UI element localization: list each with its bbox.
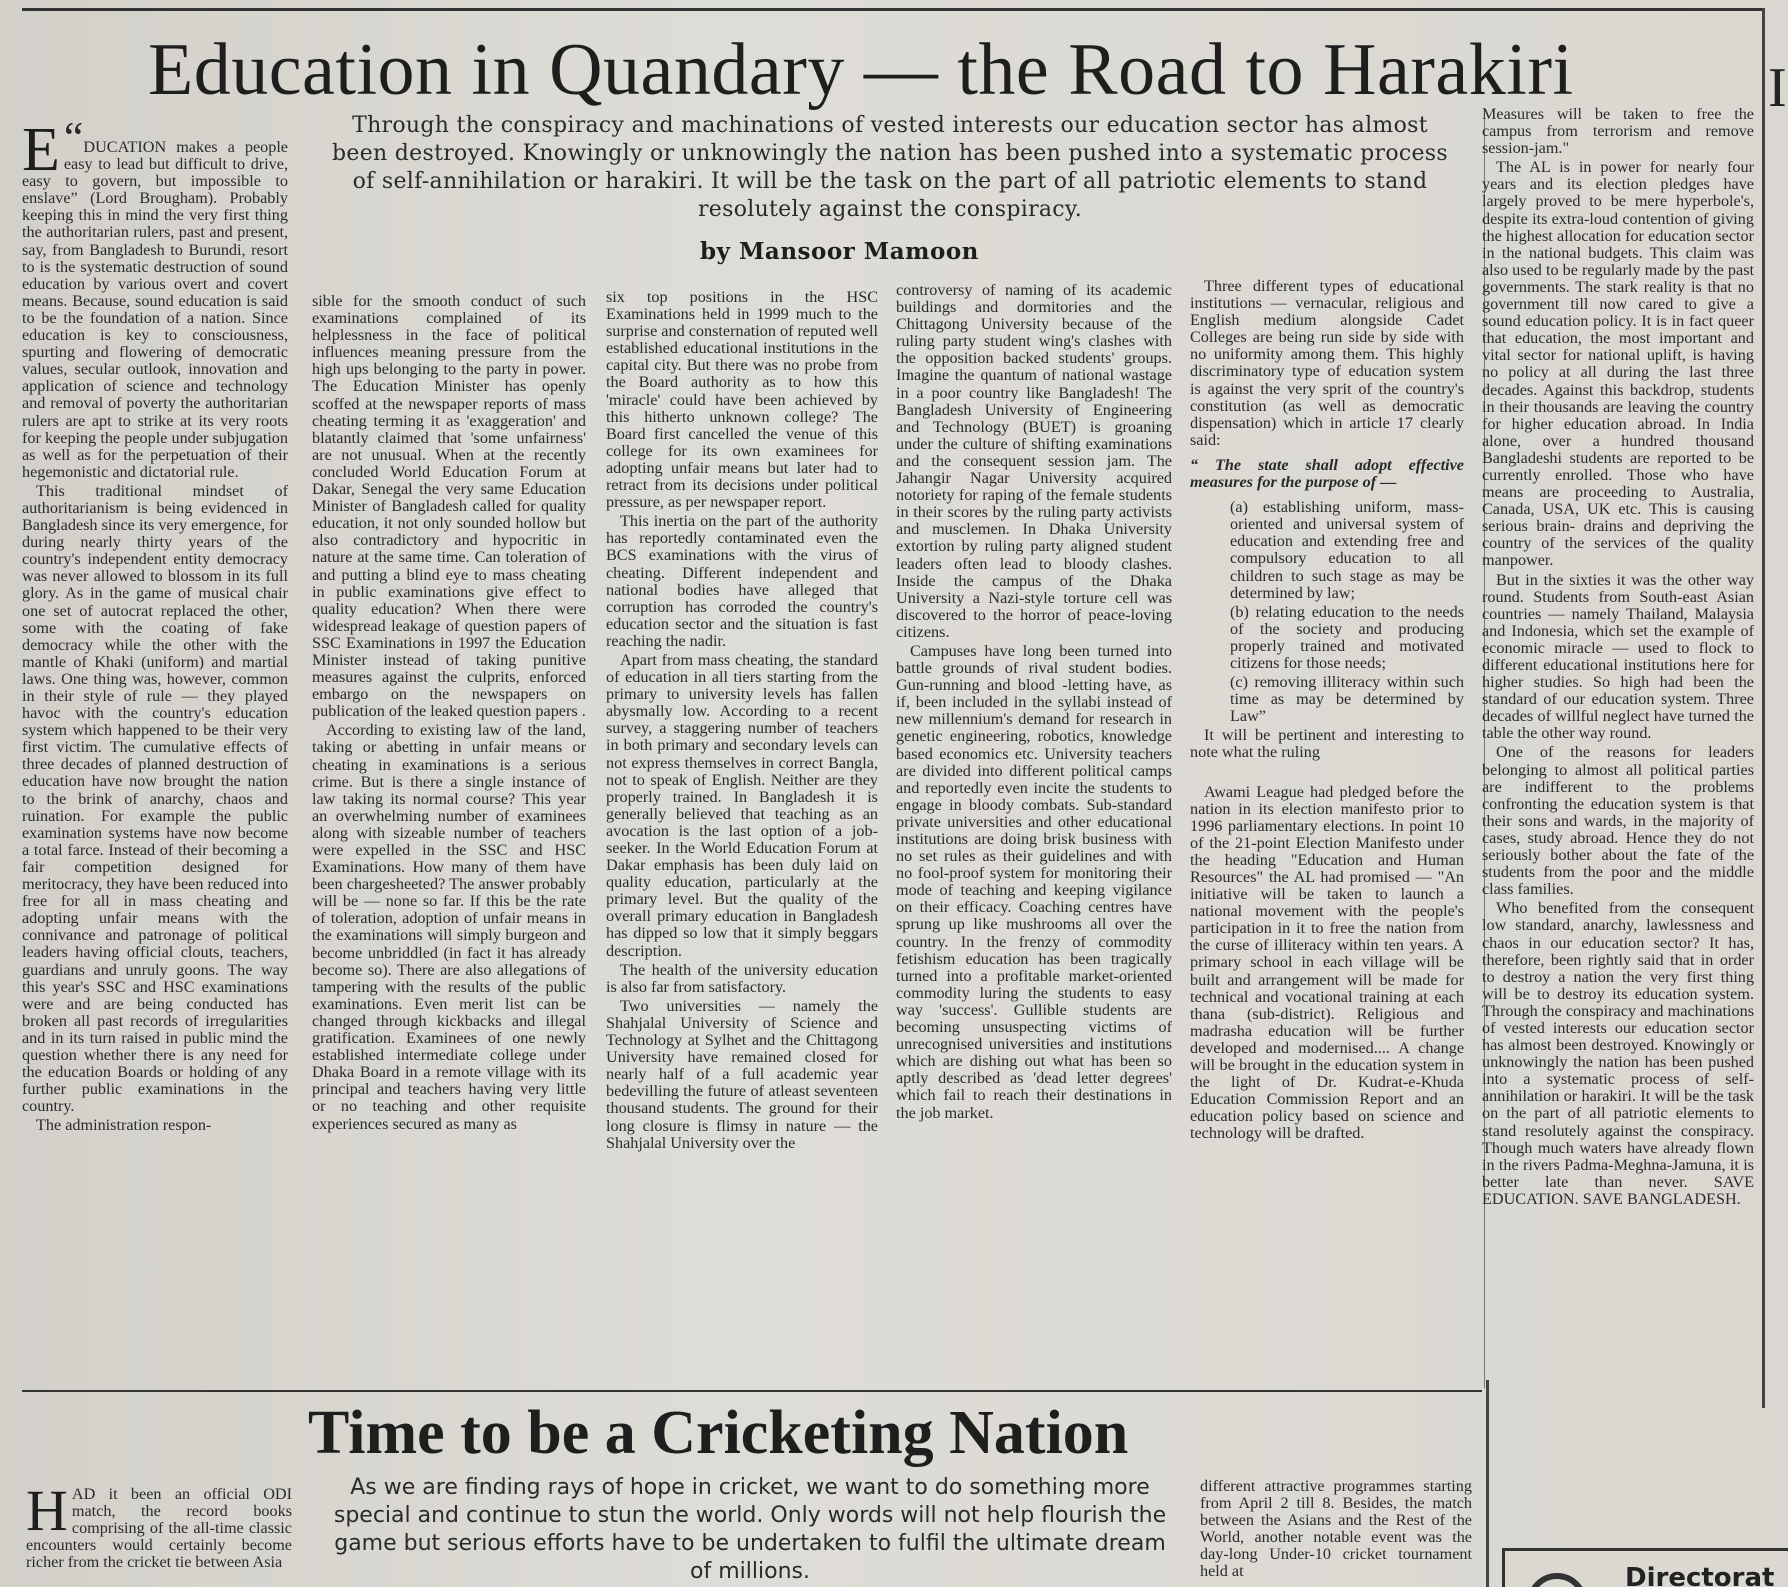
drop-quote-mark: “ [63, 123, 84, 162]
article-column-4 [896, 282, 1172, 1374]
column-paragraph: It will be pertinent and interesting to note what the ruling [1190, 726, 1464, 762]
column-paragraph: Three different types of educational institutions — vernacular, religious and English medium alongside Cadet Colleges are being run side by side with no uniformity among them. This highly discriminatory type of education system is against the very sprit of the country's constitution (as well as democratic dispensation) which in article 17 clearly said: [1190, 278, 1464, 449]
column-paragraph: One of the reasons for leaders belonging to almost all political parties are indifferent to the problems confronting the education system is that their sons and wards, in the majority of cases, study abroad. Hence they do not seriously bother about the fate of the students from the poor and the middle class families. [1482, 743, 1754, 899]
column-rule-lower [1486, 1380, 1489, 1587]
column-paragraph: controversy of naming of its academic buildings and dormitories and the Chittagong University because of the ruling party student wing's clashes with the opposition backed students' groups. Imagine the quantum of national wastage in a poor country like Bangladesh! The Bangladesh University of Engineering and Technology (BUET) is groaning under the culture of shifting examinations and the consequent session jam. The Jahangir Nagar University acquired notoriety for raping of the female students in their scores by the ruling party activists and musclemen. In Dhaka University extortion by ruling party aligned student leaders often lead to bloody clashes. Inside the campus of the Dhaka University a Nazi-style torture cell was discovered to the horror of peace-loving citizens. [896, 282, 1172, 641]
article-column-3 [606, 289, 878, 1381]
column-paragraph: Two universities — namely the Shahjalal University of Science and Technology at Sylhet and the Chittagong University have remained closed for nearly half of a full academic year bedevilling the future of atleast seventeen thousand students. The ground for their long closure is flimsy in nature — the Shahjalal University over the [606, 996, 878, 1152]
column-paragraph: This inertia on the part of the authority has reportedly contaminated even the BCS examinations with the virus of cheating. Different independent and national bodies have alleged that corruption has corroded the country's education sector and the situation is fast reaching the nadir. [606, 512, 878, 650]
column-paragraph: Awami League had pledged before the nation in its election manifesto prior to 1996 parliamentary elections. In point 10 of the 21-point Election Manifesto under the heading "Education and Human Resources" the AL had promised — "An initiative will be taken to launch a national movement with the people's participation in it to free the nation from the curse of illiteracy within ten years. A primary school in each village will be built and arrangement will be made for technical and vocational training at each thana (sub-district). Religious and madrasha education will be further developed and modernised.... A change will be brought in the education system in the light of Dr. Kudrat-e-Khuda Education Commission Report and an education policy based on science and technology will be drafted. [1190, 782, 1464, 1143]
column-paragraph: Measures will be taken to free the campus from terrorism and remove session-jam." [1482, 106, 1754, 158]
drop-cap: E [22, 123, 60, 184]
drop-cap: H [26, 1486, 68, 1543]
column-paragraph: The AL is in power for nearly four years and its election pledges have largely proved to be mere hyperbole's, despite its extra-loud contention of giving the highest allocation for education sector in the national budgets. This claim was also used to be regularly made by the past governments. The stark reality is that no government till now cared to give a sound education policy. It is in fact queer that education, the most important and vital sector for national uplift, is having no policy at all during the last three decades. Against this backdrop, students in their thousands are leaving the country for higher education abroad. In India alone, over a hundred thousand Bangladeshi students are reported to be currently enrolled. Those who have means are proceeding to Australia, Canada, USA, UK etc. This is causing serious brain- drains and depriving the country of the services of the quality manpower. [1482, 158, 1754, 570]
article-column-6 [1482, 106, 1754, 1536]
column-paragraph: The administration respon- [36, 1116, 212, 1135]
column-paragraph: sible for the smooth conduct of such examinations complained of its helplessness in the face of political influences meaning pressure from the high ups belonging to the party in power. The Education Minister has openly scoffed at the newspaper reports of mass cheating terming it as 'exaggeration' and blatantly claimed that 'some unfairness' are not unusual. When at the recently concluded World Education Forum at Dakar, Senegal the very same Education Minister of Bangladesh called for quality education, it not only sounded hollow but also contradictory and hypocritic in nature at the same time. Can toleration of and putting a blind eye to mass cheating in public examinations give effect to quality education? When there were widespread leakage of question papers of SSC Examinations in 1997 the Education Minister instead of taking punitive measures against the culprits, enforced embargo on the newspapers on publication of the leaked question papers . [312, 293, 586, 721]
article-standfirst: Through the conspiracy and machinations of vested interests our education sector has almost been destroyed. Knowingly or unknowingly the nation has been pushed into a systematic process of self-annihilation or harakiri. It will be the task on the part of all patriotic elements to stand resolutely against the conspiracy. [332, 113, 1448, 222]
constitution-clause: (b) relating education to the needs of the society and producing properly trained and motivated citizens for those needs; [1230, 602, 1464, 672]
column-paragraph: This traditional mindset of authoritarianism is being evidenced in Bangladesh since its very emergence, for during nearly thirty years of the country's independent entity democracy was never allowed to blossom in its full glory. As in the game of musical chair one set of autocrat replaced the other, some with the coating of fake democracy while the other with the mantle of Khaki (uniform) and martial laws. One thing was, however, common in their style of rule — they played havoc with the country's education system which happened to be their very first victim. The cumulative effects of three decades of planned destruction of education have now brought the nation to the brink of anarchy, chaos and ruination. For example the public examination systems have now become a total farce. Instead of their becoming a fair competition designed for meritocracy, they have been reduced into free for all in mass cheating and adopting unfair means with the connivance and patronage of political leaders having official clouts, teachers, guardians and unruly goons. The way this year's SSC and HSC examinations were and are being conducted has broken all past records of irregularities and in its turn raised in public mind the question whether there is any need for the education Boards or holding of any further public examinations in the country. [22, 481, 288, 1116]
section-rule [22, 1390, 1482, 1392]
column-paragraph: Who benefited from the consequent low standard, anarchy, lawlessness and chaos in our education sector? It has, therefore, been rightly said that in order to destroy a nation the very first thing will be to destroy its education system. Through the conspiracy and machinations of vested interests our education sector has almost been destroyed. Knowingly or unknowingly the nation has been pushed into a systematic process of self-annihilation or harakiri. It will be the task on the part of all patriotic elements to stand resolutely against the conspiracy. Though much waters have already flown in the rivers Padma-Meghna-Jamuna, it is better late than never. SAVE EDUCATION. SAVE BANGLADESH. [1482, 899, 1754, 1208]
column-paragraph: The health of the university education is also far from satisfactory. [606, 960, 878, 996]
second-article-headline: Time to be a Cricketing Nation [308, 1399, 1129, 1467]
paragraph-text: DUCATION makes a people easy to lead but difficult to drive, easy to govern, but impossible to enslave” (Lord Brougham). Probably keeping this in mind the very first thing the authoritarian rulers, past and present, say, from Bangladesh to Burundi, resort to is the systematic destruction of sound education by various overt and covert means. Because, sound education is said to be the foundation of a nation. Since education is key to consciousness, spurting and flowering of democratic values, secular outlook, innovation and application of science and technology and removal of poverty the authoritarian rulers are apt to strike at its very roots for keeping the people under subjugation as well as for the perpetuation of their hegemonistic and dictatorial rule. [22, 138, 288, 481]
ad-title: Directorat [1625, 1563, 1775, 1587]
constitution-quote: “ The state shall adopt effective measures for the purpose of — [1190, 455, 1464, 492]
logo-icon [1527, 1573, 1587, 1587]
article-byline: by Mansoor Mamoon [700, 238, 979, 265]
article-headline: Education in Quandary — the Road to Harakiri [148, 29, 1574, 111]
second-article-column-1 [26, 1486, 292, 1587]
column-rule-right [1762, 8, 1765, 1408]
column-paragraph: Apart from mass cheating, the standard of education in all tiers starting from the primary to university levels has fallen abysmally low. According to a recent survey, a staggering number of teachers in both primary and secondary levels can not express themselves in correct Bangla, not to speak of English. Neither are they properly trained. In Bangladesh it is generally believed that teaching as an avocation is the last option of a job-seeker. In the World Education Forum at Dakar emphasis has been duly laid on quality education, particularly at the primary level. But the quality of the overall primary education in Bangladesh has dipped so low that it simply beggars description. [606, 650, 878, 960]
column-paragraph [22, 123, 288, 481]
article-column-2 [312, 293, 586, 1381]
adjacent-article-headline-fragment: I [1768, 57, 1787, 119]
paragraph-text: AD it been an official ODI match, the record books comprising of the all-time classic encounters would certainly become richer from the cricket tie between Asia [26, 1486, 292, 1572]
column-paragraph: But in the sixties it was the other way round. Students from South-east Asian countries — namely Thailand, Malaysia and Indonesia, which set the example of economic miracle — used to flock to different educational institutions here for higher studies. So high had been the standard of our education system. Three decades of willful neglect have turned the table the other way round. [1482, 570, 1754, 743]
article-column-5 [1190, 278, 1464, 1372]
paragraph-text: different attractive programmes starting from April 2 till 8. Besides, the match between the Asians and the Rest of the World, another notable event was the day-long Under-10 cricket tournament held at [1200, 1478, 1472, 1581]
top-rule [22, 8, 1762, 11]
column-paragraph: six top positions in the HSC Examinations held in 1999 much to the surprise and consternation of reputed well established educational institutions in the capital city. But there was no probe from the Board authority as to how this 'miracle' could have been achieved by this hitherto unknown college? The Board first cancelled the venue of this college for its own examinees for adopting unfair means but later had to retract from its decisions under political pressure, as per newspaper report. [606, 289, 878, 512]
adjacent-ad-box [1502, 1548, 1788, 1587]
second-article-standfirst: As we are finding rays of hope in cricket, we want to do something more special and continue to stun the world. Only words will not help flourish the game but serious efforts have to be undertaken to fulfil the ultimate dream of millions. [333, 1475, 1167, 1584]
column-paragraph: According to existing law of the land, taking or abetting in unfair means or cheating in examinations is a serious crime. But is there a single instance of law taking its normal course? This year an overwhelming number of examinees along with sizeable number of teachers were expelled in the SSC and HSC Examinations. How many of them have been chargesheeted? The answer probably will be — none so far. If this be the rate of toleration, adoption of unfair means in the examinations will simply burgeon and become unbriddled (in fact it has already become so). There are also allegations of tampering with the results of the public examinations. Even merit list can be changed through kickbacks and illegal gratification. Examinees of one newly established intermediate college under Dhaka Board in a remote village with its principal and teachers having very little or no teaching and other requisite experiences secured as many as [312, 721, 586, 1133]
constitution-clause: (a) establishing uniform, mass-oriented and universal system of education and extending free and compulsory education to all children to such stage as may be determined by law; [1230, 498, 1464, 602]
article-column-1 [22, 123, 288, 1381]
second-article-column-right [1200, 1478, 1472, 1587]
column-paragraph: Campuses have long been turned into battle grounds of rival student bodies. Gun-running and blood -letting have, as if, been included in the syllabi instead of new millennium's demand for research in genetic engineering, robotics, knowledge based economics etc. University teachers are divided into different political camps and reportedly even incite the students to engage in bloody combats. Sub-standard private universities and other educational institutions are doing brisk business with no set rules as their guidelines and with no fool-proof system for monitoring their mode of teaching and keeping vigilance on their efficacy. Coaching centres have sprung up like mushrooms all over the country. In the frenzy of commodity fetishism education has been tragically turned into a profitable market-oriented commodity luring the students to easy way 'success'. Gullible students are becoming unsuspecting victims of unrecognised universities and institutions which are dishing out what has been so aptly described as 'dead letter degrees' which fail to reach their destinations in the job market. [896, 641, 1172, 1122]
constitution-clause: (c) removing illiteracy within such time as may be determined by Law” [1230, 673, 1464, 726]
